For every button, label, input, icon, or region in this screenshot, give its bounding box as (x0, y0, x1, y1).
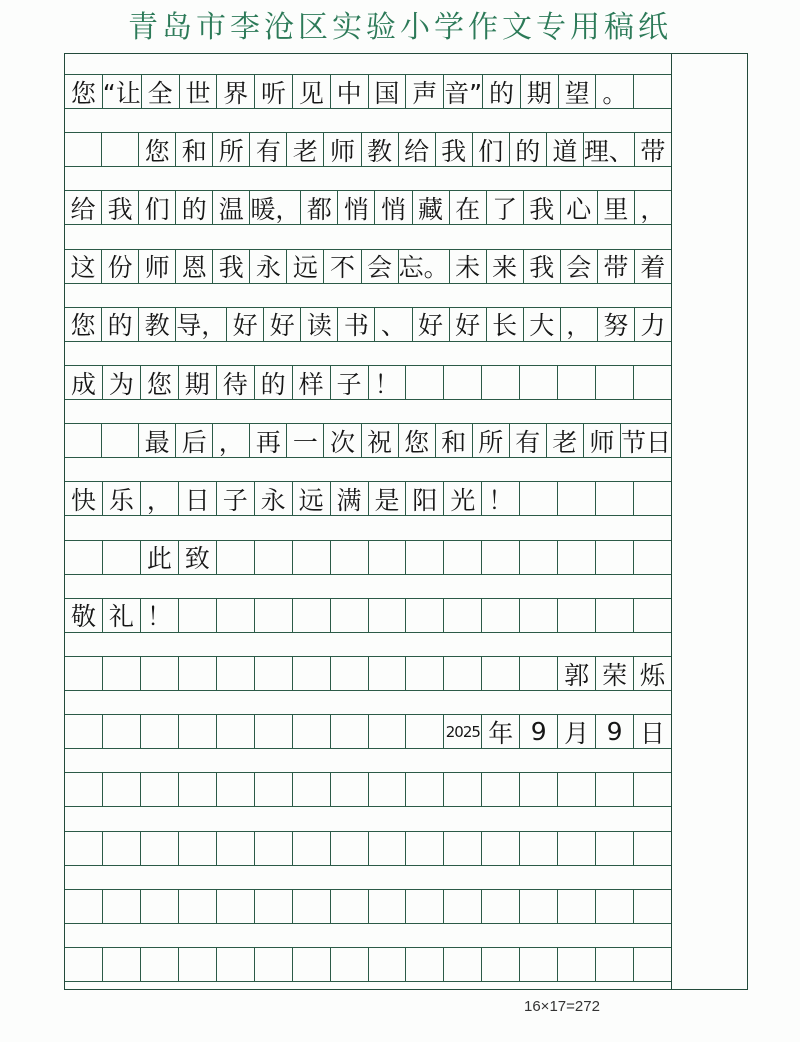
grid-cell (217, 599, 255, 632)
grid-cell (141, 657, 179, 690)
grid-cell: 好 (264, 308, 301, 341)
grid-cell (293, 948, 331, 981)
grid-cell (293, 657, 331, 690)
grid-cell (331, 890, 369, 923)
grid-cell (596, 541, 634, 574)
grid-cell (520, 948, 558, 981)
grid-cell (255, 890, 293, 923)
grid-cell (634, 890, 671, 923)
grid-cell (558, 890, 596, 923)
grid-cell: 会 (561, 250, 598, 283)
grid-cell: 乐 (103, 482, 141, 515)
grid-cell (444, 890, 482, 923)
grid-cell: 温 (213, 191, 250, 224)
grid-cell: 师 (324, 133, 361, 166)
grid-cell: 份 (102, 250, 139, 283)
grid-cell (558, 948, 596, 981)
grid-cell (520, 657, 558, 690)
grid-cell (444, 832, 482, 865)
grid-cell: 大 (524, 308, 561, 341)
grid-cell (369, 890, 407, 923)
grid-cell (369, 773, 407, 806)
grid-cell: 您 (141, 366, 179, 399)
grid-cell: 带 (598, 250, 635, 283)
grid-row (65, 249, 671, 284)
grid-cell: 待 (217, 366, 255, 399)
grid-cell (406, 890, 444, 923)
grid-cell: 理、 (584, 133, 635, 166)
grid-cell (65, 424, 102, 457)
grid-cell (558, 599, 596, 632)
grid-cell: 有 (250, 133, 287, 166)
grid-cell (369, 599, 407, 632)
grid-cell: 礼 (103, 599, 141, 632)
grid-cell (255, 715, 293, 748)
grid-cell (634, 832, 671, 865)
grid-cell (141, 773, 179, 806)
grid-cell: 教 (362, 133, 399, 166)
grid-cell: 我 (524, 191, 561, 224)
grid-cell (65, 133, 102, 166)
grid-cell: 读 (301, 308, 338, 341)
grid-cell (406, 948, 444, 981)
grid-cell: 最 (139, 424, 176, 457)
grid-cell: 带 (640, 136, 666, 166)
grid-cell: 着 (640, 253, 666, 283)
grid-cell (141, 832, 179, 865)
grid-cell: 在 (450, 191, 487, 224)
grid-cell: 9 (520, 715, 558, 748)
grid-row (65, 947, 671, 982)
grid-cell: ， (561, 308, 598, 341)
grid-cell: 全 (142, 75, 180, 108)
grid-cell: 和 (436, 424, 473, 457)
grid-cell: 国 (369, 75, 407, 108)
grid-cell (406, 366, 444, 399)
grid-cell (217, 773, 255, 806)
grid-cell (520, 599, 558, 632)
grid-cell (634, 599, 671, 632)
grid-cell (406, 832, 444, 865)
grid-cell: 。 (596, 75, 634, 108)
grid-cell: 老 (287, 133, 324, 166)
grid-cell: 暖， (250, 191, 301, 224)
grid-cell (103, 890, 141, 923)
grid-cell: 里 (598, 191, 635, 224)
grid-cell: 心 (561, 191, 598, 224)
grid-cell (179, 599, 217, 632)
grid-cell: 未 (450, 250, 487, 283)
grid-cell (331, 657, 369, 690)
grid-cell (179, 890, 217, 923)
grid-row (65, 481, 671, 516)
grid-cell: 道 (547, 133, 584, 166)
grid-cell: 您 (139, 133, 176, 166)
grid-cell (65, 890, 103, 923)
grid-cell (520, 366, 558, 399)
grid-cell (103, 715, 141, 748)
grid-cell: 所 (213, 133, 250, 166)
grid-cell (558, 541, 596, 574)
grid-cell (406, 773, 444, 806)
grid-cell (141, 715, 179, 748)
grid-cell: 光 (444, 482, 482, 515)
grid-cell: ， (141, 482, 179, 515)
grid-cell: 望 (559, 75, 597, 108)
paper-title: 青岛市李沧区实验小学作文专用稿纸 (128, 10, 672, 45)
grid-cell: 力 (640, 311, 666, 341)
grid-cell (444, 541, 482, 574)
grid-cell: 您 (399, 424, 436, 457)
grid-cell (634, 482, 671, 515)
grid-cell (558, 773, 596, 806)
grid-cell (406, 599, 444, 632)
grid-cell (331, 948, 369, 981)
grid-cell (293, 599, 331, 632)
grid-cell (369, 948, 407, 981)
grid-row (65, 598, 671, 633)
grid-cell: 都 (301, 191, 338, 224)
grid-cell (331, 832, 369, 865)
grid-cell (596, 948, 634, 981)
grid-cell: 的 (102, 308, 139, 341)
composition-grid (64, 53, 748, 990)
grid-cell: 日 (179, 482, 217, 515)
grid-cell (596, 599, 634, 632)
grid-cell: 再 (250, 424, 287, 457)
grid-cell (293, 773, 331, 806)
grid-cell: 节日 (620, 427, 671, 457)
grid-cell (331, 773, 369, 806)
grid-row (65, 307, 671, 342)
grid-cell (217, 541, 255, 574)
grid-cell: 烁 (640, 660, 666, 690)
grid-cell (596, 482, 634, 515)
grid-row (65, 656, 671, 691)
grid-cell (293, 832, 331, 865)
grid-cell: 的 (483, 75, 521, 108)
grid-cell (634, 75, 671, 108)
grid-cell (103, 657, 141, 690)
grid-cell (482, 599, 520, 632)
grid-cell (444, 599, 482, 632)
grid-cell: 藏 (413, 191, 450, 224)
grid-cell: 我 (102, 191, 139, 224)
grid-cell: 永 (255, 482, 293, 515)
grid-cell: 会 (362, 250, 399, 283)
grid-cell: 来 (487, 250, 524, 283)
grid-cell: 师 (139, 250, 176, 283)
grid-cell: 音” (444, 75, 483, 108)
grid-cell: 致 (179, 541, 217, 574)
grid-cell (558, 366, 596, 399)
grid-cell: 您 (65, 308, 102, 341)
grid-cell (331, 541, 369, 574)
grid-cell: 忘。 (399, 250, 450, 283)
grid-cell: 世 (180, 75, 218, 108)
grid-cell (331, 715, 369, 748)
grid-cell: 好 (413, 308, 450, 341)
grid-cell (141, 890, 179, 923)
grid-cell: 努 (598, 308, 635, 341)
grid-cell: 和 (176, 133, 213, 166)
grid-cell (634, 366, 671, 399)
grid-cell (217, 715, 255, 748)
grid-cell: 所 (473, 424, 510, 457)
grid-row (65, 365, 671, 400)
grid-cell (179, 773, 217, 806)
grid-cell (520, 541, 558, 574)
grid-cell (482, 366, 520, 399)
grid-cell (103, 541, 141, 574)
grid-cell: 悄 (338, 191, 375, 224)
grid-cell: 子 (331, 366, 369, 399)
grid-row (65, 540, 671, 575)
grid-row (65, 74, 671, 109)
grid-cell (217, 657, 255, 690)
grid-cell: 了 (487, 191, 524, 224)
grid-cell: 您 (65, 75, 103, 108)
grid-cell: 界 (217, 75, 255, 108)
grid-cell: 书 (338, 308, 375, 341)
grid-cell (255, 948, 293, 981)
grid-cell: 声 (406, 75, 444, 108)
grid-cell: 次 (324, 424, 361, 457)
grid-cell: 我 (436, 133, 473, 166)
grid-cell: 好 (227, 308, 264, 341)
grid-cell (102, 424, 139, 457)
grid-cell: 恩 (176, 250, 213, 283)
grid-cell (65, 832, 103, 865)
grid-cell (369, 657, 407, 690)
grid-cell (179, 832, 217, 865)
grid-cell (634, 773, 671, 806)
grid-cell (634, 948, 671, 981)
grid-cell (596, 773, 634, 806)
grid-cell (444, 366, 482, 399)
grid-cell (482, 773, 520, 806)
grid-cell: 导， (176, 308, 227, 341)
grid-size-label: 16×17=272 (524, 998, 600, 1015)
grid-row (65, 772, 671, 807)
grid-cell: 见 (293, 75, 331, 108)
grid-cell: ， (213, 424, 250, 457)
grid-cell (217, 948, 255, 981)
grid-cell: 2025 (444, 715, 482, 748)
grid-cell: 快 (65, 482, 103, 515)
grid-cell (596, 890, 634, 923)
grid-cell (520, 890, 558, 923)
grid-cell (634, 541, 671, 574)
grid-cell: 荣 (596, 657, 634, 690)
grid-cell (444, 948, 482, 981)
grid-cell (255, 657, 293, 690)
grid-row (65, 423, 671, 458)
grid-cell (520, 773, 558, 806)
grid-cell: 样 (293, 366, 331, 399)
grid-row (65, 889, 671, 924)
grid-cell: 听 (255, 75, 293, 108)
grid-cell: 悄 (375, 191, 412, 224)
grid-cell: ！ (141, 599, 179, 632)
grid-cell (103, 773, 141, 806)
grid-cell (255, 541, 293, 574)
grid-cell (103, 948, 141, 981)
grid-cell: ！ (369, 366, 407, 399)
grid-cell: 给 (399, 133, 436, 166)
grid-cell (65, 715, 103, 748)
grid-cell (444, 773, 482, 806)
grid-row (65, 831, 671, 866)
grid-cell: 这 (65, 250, 102, 283)
grid-cell (217, 890, 255, 923)
grid-cell: 敬 (65, 599, 103, 632)
grid-cell: 远 (293, 482, 331, 515)
grid-cell (65, 948, 103, 981)
grid-cell: 我 (213, 250, 250, 283)
grid-cell (369, 832, 407, 865)
grid-cell: 月 (558, 715, 596, 748)
grid-cell (103, 832, 141, 865)
grid-cell: 是 (369, 482, 407, 515)
grid-cell: 日 (640, 718, 666, 748)
grid-cell (255, 599, 293, 632)
grid-cell (179, 715, 217, 748)
grid-cell: 永 (250, 250, 287, 283)
grid-cell: 们 (473, 133, 510, 166)
grid-row (65, 714, 671, 749)
grid-cell: 祝 (362, 424, 399, 457)
grid-cell (217, 832, 255, 865)
grid-cell (406, 657, 444, 690)
grid-cell (596, 832, 634, 865)
grid-cell (520, 832, 558, 865)
grid-cell: 好 (450, 308, 487, 341)
grid-cell: 郭 (558, 657, 596, 690)
grid-cell: 们 (139, 191, 176, 224)
grid-cell: 、 (375, 308, 412, 341)
grid-cell (369, 541, 407, 574)
grid-cell (293, 541, 331, 574)
grid-cell (255, 773, 293, 806)
grid-cell: 老 (547, 424, 584, 457)
grid-cell: 后 (176, 424, 213, 457)
grid-cell: ！ (482, 482, 520, 515)
grid-row (65, 190, 671, 225)
grid-cell: 长 (487, 308, 524, 341)
grid-cell: 满 (331, 482, 369, 515)
grid-cell: 的 (176, 191, 213, 224)
grid-cell: 我 (524, 250, 561, 283)
grid-cell (369, 715, 407, 748)
grid-cell: 期 (179, 366, 217, 399)
grid-cell: 中 (331, 75, 369, 108)
grid-cell: 不 (324, 250, 361, 283)
grid-cell (482, 832, 520, 865)
grid-row (65, 132, 671, 167)
grid-cell (558, 832, 596, 865)
grid-cell (141, 948, 179, 981)
grid-cell (102, 133, 139, 166)
grid-cell: 教 (139, 308, 176, 341)
grid-cell: 年 (482, 715, 520, 748)
grid-cell (482, 890, 520, 923)
grid-cell: 期 (521, 75, 559, 108)
grid-cell: 9 (596, 715, 634, 748)
grid-cell (179, 948, 217, 981)
grid-cell: 给 (65, 191, 102, 224)
grid-cell (65, 773, 103, 806)
margin-divider (671, 54, 672, 989)
grid-cell: 一 (287, 424, 324, 457)
grid-cell: 师 (584, 424, 621, 457)
grid-cell: 阳 (406, 482, 444, 515)
grid-cell (65, 541, 103, 574)
grid-cell (482, 657, 520, 690)
grid-cell (331, 599, 369, 632)
grid-cell (179, 657, 217, 690)
grid-cell (444, 657, 482, 690)
grid-cell: 子 (217, 482, 255, 515)
grid-cell: 的 (510, 133, 547, 166)
grid-cell (255, 832, 293, 865)
grid-cell (482, 948, 520, 981)
grid-cell (482, 541, 520, 574)
grid-cell: 远 (287, 250, 324, 283)
grid-cell: 有 (510, 424, 547, 457)
grid-cell: 成 (65, 366, 103, 399)
grid-cell (596, 366, 634, 399)
grid-cell (293, 890, 331, 923)
grid-cell: “让 (103, 75, 142, 108)
grid-cell (406, 541, 444, 574)
grid-cell (520, 482, 558, 515)
grid-cell: 为 (103, 366, 141, 399)
grid-cell: 的 (255, 366, 293, 399)
grid-cell (293, 715, 331, 748)
grid-cell: 此 (141, 541, 179, 574)
grid-cell (558, 482, 596, 515)
grid-cell: ， (640, 194, 666, 224)
grid-cell (406, 715, 444, 748)
grid-cell (65, 657, 103, 690)
